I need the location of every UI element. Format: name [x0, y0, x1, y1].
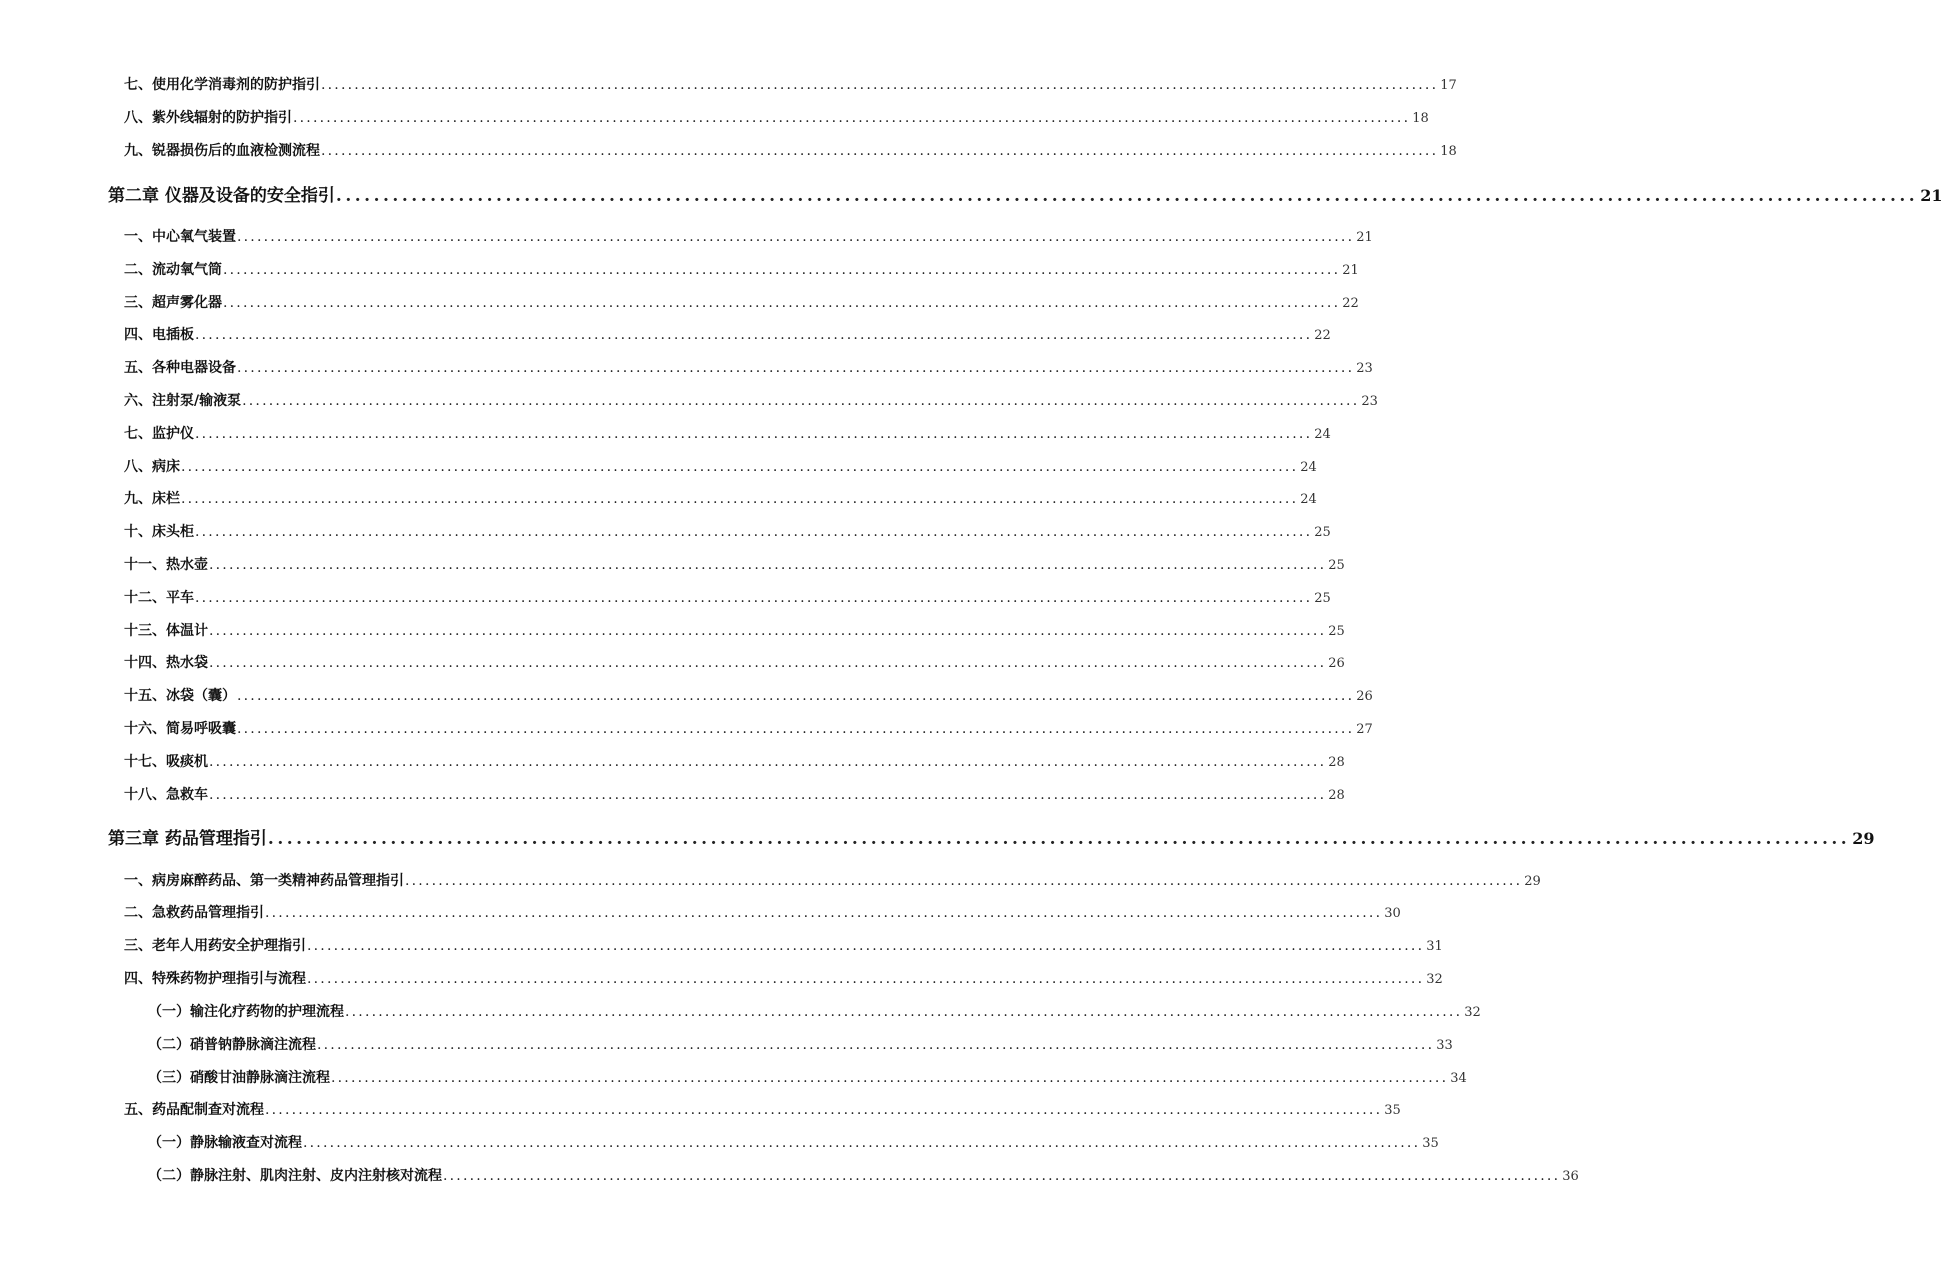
toc-entry[interactable]: [124, 902, 1401, 922]
toc-entry-page: 32: [1464, 1005, 1481, 1020]
toc-entry-page: 33: [1436, 1038, 1453, 1053]
toc-leader-dots: ........................................................................................................................................................................: [195, 590, 1313, 606]
toc-entry-title: 十四、热水袋: [124, 655, 208, 671]
toc-entry-title: （三）硝酸甘油静脉滴注流程: [148, 1070, 330, 1086]
toc-entry[interactable]: [124, 488, 1317, 508]
toc-entry-title: 十、床头柜: [124, 524, 194, 540]
toc-entry-title: 四、电插板: [124, 327, 194, 343]
toc-entry-page: 25: [1328, 558, 1345, 573]
toc-entry[interactable]: [124, 456, 1317, 476]
toc-entry-title: 一、中心氧气装置: [124, 229, 236, 245]
toc-entry-page: 34: [1450, 1071, 1467, 1086]
toc-entry-page: 23: [1356, 361, 1373, 376]
toc-entry-title: 二、急救药品管理指引: [124, 905, 264, 921]
toc-entry-title: 五、药品配制查对流程: [124, 1102, 264, 1118]
toc-leader-dots: ........................................................................................................................................................................: [293, 110, 1411, 126]
toc-entry[interactable]: [124, 74, 1457, 94]
toc-entry[interactable]: [124, 968, 1443, 988]
toc-entry-title: 五、各种电器设备: [124, 360, 236, 376]
toc-entry-page: 18: [1412, 111, 1429, 126]
toc-entry[interactable]: [124, 324, 1331, 344]
toc-leader-dots: ........................................................................................................................................................................: [195, 327, 1313, 343]
toc-entry[interactable]: [148, 1165, 1579, 1185]
toc-entry[interactable]: [148, 1132, 1439, 1152]
toc-chapter-heading[interactable]: [108, 181, 1943, 206]
toc-entry-title: （一）静脉输液查对流程: [148, 1135, 302, 1151]
toc-leader-dots: ........................................................................................................................................................................: [443, 1168, 1561, 1184]
toc-leader-dots: ........................................................................................................................................................................: [209, 557, 1327, 573]
toc-entry-page: 18: [1440, 144, 1457, 159]
toc-leader-dots: ........................................................................................................................................................................: [307, 938, 1425, 954]
toc-entry-title: 九、床栏: [124, 491, 180, 507]
toc-leader-dots: ........................................................................................................................................................................: [209, 623, 1327, 639]
toc-entry[interactable]: [148, 1067, 1467, 1087]
toc-entry-page: 21: [1920, 186, 1943, 205]
toc-entry-page: 36: [1562, 1169, 1579, 1184]
toc-leader-dots: ........................................................................................................................................................................: [237, 229, 1355, 245]
toc-entry-page: 22: [1314, 328, 1331, 343]
toc-leader-dots: ........................................................................................................................................................................: [317, 1037, 1435, 1053]
toc-entry-title: 十二、平车: [124, 590, 194, 606]
toc-entry-title: （二）硝普钠静脉滴注流程: [148, 1037, 316, 1053]
toc-entry[interactable]: [124, 554, 1345, 574]
toc-entry[interactable]: [148, 1001, 1481, 1021]
toc-entry-page: 24: [1300, 460, 1317, 475]
toc-leader-dots: ........................................................................................................................................................................: [321, 143, 1439, 159]
toc-leader-dots: ........................................................................................................................................................................: [335, 186, 1919, 206]
toc-leader-dots: ........................................................................................................................................................................: [307, 971, 1425, 987]
toc-entry-page: 35: [1384, 1103, 1401, 1118]
toc-leader-dots: ........................................................................................................................................................................: [209, 655, 1327, 671]
toc-leader-dots: ........................................................................................................................................................................: [303, 1135, 1421, 1151]
toc-entry[interactable]: [124, 685, 1373, 705]
toc-entry[interactable]: [124, 140, 1457, 160]
toc-entry-page: 24: [1300, 492, 1317, 507]
toc-entry-title: 三、超声雾化器: [124, 295, 222, 311]
toc-entry-page: 26: [1356, 689, 1373, 704]
toc-leader-dots: ........................................................................................................................................................................: [265, 905, 1383, 921]
toc-entry[interactable]: [124, 652, 1345, 672]
toc-entry-title: 三、老年人用药安全护理指引: [124, 938, 306, 954]
toc-leader-dots: ........................................................................................................................................................................: [267, 829, 1851, 849]
toc-entry-page: 27: [1356, 722, 1373, 737]
toc-entry-title: 四、特殊药物护理指引与流程: [124, 971, 306, 987]
toc-entry-page: 28: [1328, 788, 1345, 803]
toc-entry-page: 17: [1440, 78, 1457, 93]
toc-leader-dots: ........................................................................................................................................................................: [223, 295, 1341, 311]
toc-leader-dots: ........................................................................................................................................................................: [223, 262, 1341, 278]
toc-entry-title: 十八、急救车: [124, 787, 208, 803]
toc-entry[interactable]: [124, 423, 1331, 443]
toc-entry-title: 七、使用化学消毒剂的防护指引: [124, 77, 320, 93]
toc-entry-title: 第三章 药品管理指引: [108, 829, 267, 849]
toc-leader-dots: ........................................................................................................................................................................: [405, 873, 1523, 889]
toc-entry-title: 十三、体温计: [124, 623, 208, 639]
toc-entry[interactable]: [124, 107, 1429, 127]
toc-entry[interactable]: [124, 226, 1373, 246]
toc-entry-page: 35: [1422, 1136, 1439, 1151]
toc-entry-page: 24: [1314, 427, 1331, 442]
toc-entry[interactable]: [124, 718, 1373, 738]
toc-entry-page: 30: [1384, 906, 1401, 921]
toc-entry[interactable]: [148, 1034, 1453, 1054]
toc-entry[interactable]: [124, 1099, 1401, 1119]
toc-entry-title: 七、监护仪: [124, 426, 194, 442]
toc-entry-page: 22: [1342, 296, 1359, 311]
toc-entry-title: （一）输注化疗药物的护理流程: [148, 1004, 344, 1020]
toc-leader-dots: ........................................................................................................................................................................: [209, 754, 1327, 770]
toc-leader-dots: ........................................................................................................................................................................: [345, 1004, 1463, 1020]
toc-entry[interactable]: [124, 587, 1331, 607]
toc-entry[interactable]: [124, 292, 1359, 312]
toc-leader-dots: ........................................................................................................................................................................: [195, 426, 1313, 442]
toc-entry-page: 25: [1328, 624, 1345, 639]
toc-leader-dots: ........................................................................................................................................................................: [209, 787, 1327, 803]
toc-entry-title: 九、锐器损伤后的血液检测流程: [124, 143, 320, 159]
toc-entry-title: （二）静脉注射、肌肉注射、皮内注射核对流程: [148, 1168, 442, 1184]
toc-leader-dots: ........................................................................................................................................................................: [181, 491, 1299, 507]
toc-leader-dots: ........................................................................................................................................................................: [237, 360, 1355, 376]
toc-entry-page: 29: [1852, 829, 1875, 848]
toc-entry-title: 六、注射泵/输液泵: [124, 393, 242, 409]
toc-entry-page: 31: [1426, 939, 1443, 954]
toc-entry-title: 二、流动氧气筒: [124, 262, 222, 278]
toc-entry[interactable]: [124, 870, 1541, 890]
toc-entry-title: 十一、热水壶: [124, 557, 208, 573]
toc-entry-title: 八、病床: [124, 459, 180, 475]
toc-entry[interactable]: [124, 751, 1345, 771]
toc-entry-title: 八、紫外线辐射的防护指引: [124, 110, 292, 126]
toc-leader-dots: ........................................................................................................................................................................: [242, 393, 1360, 409]
toc-leader-dots: ........................................................................................................................................................................: [237, 721, 1355, 737]
toc-entry[interactable]: [124, 390, 1378, 410]
toc-entry-page: 32: [1426, 972, 1443, 987]
toc-entry-page: 28: [1328, 755, 1345, 770]
toc-entry[interactable]: [124, 259, 1359, 279]
toc-leader-dots: ........................................................................................................................................................................: [181, 459, 1299, 475]
toc-entry-title: 一、病房麻醉药品、第一类精神药品管理指引: [124, 873, 404, 889]
toc-leader-dots: ........................................................................................................................................................................: [237, 688, 1355, 704]
toc-entry[interactable]: [124, 521, 1331, 541]
toc-leader-dots: ........................................................................................................................................................................: [195, 524, 1313, 540]
toc-entry[interactable]: [124, 935, 1443, 955]
toc-entry-title: 十七、吸痰机: [124, 754, 208, 770]
toc-leader-dots: ........................................................................................................................................................................: [265, 1102, 1383, 1118]
toc-entry-page: 21: [1356, 230, 1373, 245]
toc-entry-title: 第二章 仪器及设备的安全指引: [108, 186, 335, 206]
toc-entry-page: 25: [1314, 525, 1331, 540]
toc-entry-title: 十六、简易呼吸囊: [124, 721, 236, 737]
toc-leader-dots: ........................................................................................................................................................................: [331, 1070, 1449, 1086]
toc-entry[interactable]: [124, 784, 1345, 804]
toc-entry-title: 十五、冰袋（囊）: [124, 688, 236, 704]
toc-entry[interactable]: [124, 357, 1373, 377]
toc-entry-page: 21: [1342, 263, 1359, 278]
toc-entry-page: 29: [1524, 874, 1541, 889]
toc-entry-page: 25: [1314, 591, 1331, 606]
toc-entry[interactable]: [124, 620, 1345, 640]
toc-entry-page: 26: [1328, 656, 1345, 671]
toc-entry-page: 23: [1361, 394, 1378, 409]
toc-leader-dots: ........................................................................................................................................................................: [321, 77, 1439, 93]
toc-chapter-heading[interactable]: [108, 824, 1875, 849]
